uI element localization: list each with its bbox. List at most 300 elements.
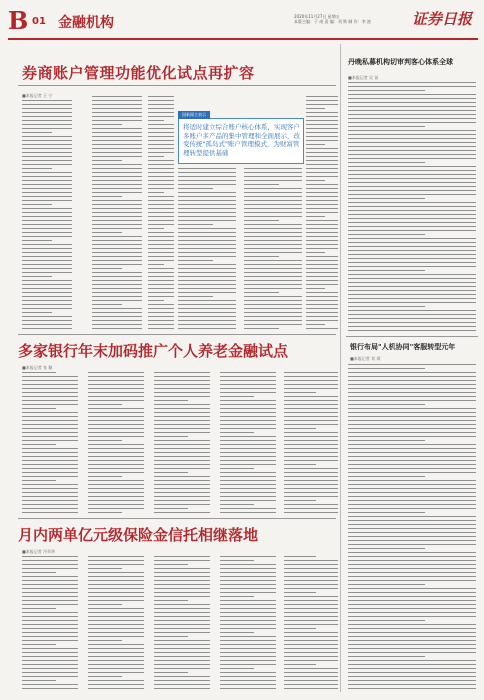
text-line [348,532,476,533]
text-line [92,152,142,153]
text-line [178,280,236,281]
text-line [22,444,56,445]
text-line [244,268,302,269]
text-line [220,588,276,589]
text-line [22,476,78,477]
text-line [22,420,78,421]
text-line [22,276,52,277]
text-line [220,668,254,669]
text-line [306,160,338,161]
text-line [92,196,122,197]
text-line [22,220,72,221]
text-line [348,372,476,373]
text-line [306,272,338,273]
text-line [92,180,142,181]
text-line [148,172,174,173]
text-line [244,260,302,261]
text-line [22,156,72,157]
text-line [306,180,325,181]
text-line [148,316,174,317]
text-line [154,464,210,465]
text-line [348,146,476,147]
text-line [220,456,276,457]
text-line [348,416,476,417]
text-line [348,664,476,665]
text-line [22,380,78,381]
text-line [154,620,210,621]
text-line [348,508,476,509]
text-line [22,408,56,409]
text-line [348,556,476,557]
text-line [244,176,302,177]
text-line [306,124,338,125]
text-line [348,488,476,489]
text-line [92,116,142,117]
text-line [88,408,144,409]
text-line [348,652,476,653]
text-line [284,560,338,561]
text-line [148,308,174,309]
date-line: 2020年11月27日 星期五 [294,14,340,19]
text-line [284,376,338,377]
text-line [148,164,174,165]
text-line [348,238,476,239]
text-line [306,164,338,165]
text-line [348,106,476,107]
text-line [348,94,476,95]
text-line [220,388,276,389]
text-line [92,96,142,97]
text-line [348,448,476,449]
text-line [348,628,476,629]
text-line [154,648,210,649]
text-line [220,660,276,661]
text-line [88,660,144,661]
text-column [284,556,338,694]
paper-logo: 证券日报 [411,10,472,28]
third-headline: 月内两单亿元级保险金信托相继落地 [18,526,259,544]
text-line [348,544,476,545]
text-line [306,264,338,265]
text-line [154,600,188,601]
text-line [220,508,276,509]
text-line [148,120,164,121]
text-line [88,392,144,393]
text-line [92,132,142,133]
text-line [284,452,338,453]
text-line [348,432,476,433]
text-line [284,576,338,577]
text-line [284,388,338,389]
text-line [88,480,144,481]
text-line [348,600,476,601]
text-line [178,316,236,317]
text-line [220,584,276,585]
text-line [348,138,476,139]
right-byline-2: ■本报记者 刘 琪 [350,356,381,361]
text-line [92,260,142,261]
text-line [178,196,236,197]
text-line [22,412,78,413]
text-line [220,472,276,473]
text-line [284,632,338,633]
text-line [22,264,72,265]
text-line [306,328,338,329]
text-line [284,644,338,645]
text-line [284,648,338,649]
text-line [178,300,236,301]
text-line [92,296,142,297]
text-line [92,272,142,273]
text-line [22,200,72,201]
text-line [348,270,425,271]
text-line [244,196,302,197]
text-line [306,252,325,253]
text-line [88,584,144,585]
text-line [92,324,142,325]
text-line [306,320,338,321]
text-line [348,258,476,259]
main-headline: 券商账户管理功能优化试点再扩容 [22,64,255,82]
text-line [88,492,144,493]
text-line [22,484,78,485]
text-line [22,384,78,385]
text-line [92,136,142,137]
text-line [348,278,476,279]
text-line [92,236,142,237]
text-line [284,608,338,609]
text-line [92,216,142,217]
text-line [148,192,164,193]
text-line [348,218,476,219]
text-line [244,276,302,277]
text-line [348,162,425,163]
text-line [348,468,476,469]
text-line [178,272,236,273]
text-line [348,242,476,243]
text-line [92,184,142,185]
text-line [88,508,144,509]
text-line [244,224,302,225]
text-line [220,452,276,453]
text-column [148,96,174,332]
text-line [154,440,210,441]
text-line [284,572,338,573]
text-line [348,496,476,497]
text-line [220,684,276,685]
text-line [148,100,174,101]
text-line [154,660,210,661]
text-line [148,160,174,161]
text-line [92,200,142,201]
text-line [348,644,476,645]
text-line [148,96,174,97]
text-line [148,148,174,149]
text-line [348,86,476,87]
text-line [284,612,338,613]
text-line [348,576,476,577]
text-line [284,592,316,593]
text-line [88,676,122,677]
text-line [306,132,338,133]
text-line [148,204,174,205]
text-line [154,384,210,385]
text-line [306,316,338,317]
text-line [22,600,78,601]
text-line [148,152,174,153]
text-line [306,312,338,313]
text-line [284,468,338,469]
text-line [22,576,78,577]
text-line [348,114,476,115]
text-line [92,112,142,113]
text-line [348,564,476,565]
text-line [178,308,236,309]
text-line [244,256,279,257]
text-line [22,488,78,489]
text-line [22,604,78,605]
text-line [284,676,338,677]
text-line [348,612,476,613]
text-line [148,260,174,261]
text-line [348,368,425,369]
text-line [244,300,302,301]
text-line [244,320,302,321]
text-line [178,256,236,257]
text-line [88,380,144,381]
text-line [88,420,144,421]
text-line [306,168,338,169]
text-line [348,254,476,255]
text-line [220,624,276,625]
text-line [88,556,144,557]
text-line [92,220,142,221]
text-line [306,128,338,129]
text-line [348,512,425,513]
text-line [88,412,144,413]
text-line [22,424,78,425]
text-line [22,308,72,309]
text-line [284,628,316,629]
section-number: 01 [32,16,46,27]
text-line [178,192,236,193]
text-line [348,274,476,275]
text-line [148,108,174,109]
text-line [22,128,72,129]
divider [346,336,478,337]
text-line [348,384,476,385]
text-line [220,420,276,421]
text-line [22,260,72,261]
text-line [88,612,144,613]
text-line [88,620,144,621]
text-line [88,476,122,477]
text-line [306,248,338,249]
text-line [22,120,72,121]
text-line [284,444,338,445]
text-line [348,194,476,195]
text-line [306,288,325,289]
text-line [220,596,254,597]
text-line [154,664,210,665]
text-line [22,464,78,465]
text-line [220,672,276,673]
text-line [178,252,236,253]
text-line [348,408,476,409]
text-line [220,416,276,417]
section-letter: B [8,6,29,35]
text-line [148,268,174,269]
divider [18,85,336,86]
text-line [154,676,210,677]
text-line [220,476,276,477]
text-line [92,104,142,105]
text-line [284,616,338,617]
text-line [348,476,425,477]
text-line [178,324,236,325]
text-line [88,608,144,609]
text-line [348,520,476,521]
text-line [306,224,338,225]
text-line [348,170,476,171]
text-line [178,328,236,329]
text-line [220,428,276,429]
text-line [178,284,236,285]
text-line [22,192,72,193]
text-line [154,688,210,689]
text-line [178,248,236,249]
text-line [306,144,325,145]
text-line [92,276,142,277]
header-info [294,14,371,24]
text-line [244,212,302,213]
text-line [154,556,210,557]
text-line [92,164,142,165]
text-line [178,296,213,297]
text-line [148,112,174,113]
text-line [306,200,338,201]
text-line [88,656,144,657]
text-line [148,312,174,313]
text-line [88,564,144,565]
text-column [220,556,276,694]
text-line [148,140,174,141]
text-line [348,118,476,119]
text-line [88,404,122,405]
text-line [348,314,476,315]
text-line [220,468,254,469]
text-line [22,124,72,125]
text-line [348,428,476,429]
text-line [178,268,236,269]
text-line [220,444,276,445]
text-line [88,576,144,577]
text-line [92,120,142,121]
text-line [92,316,142,317]
text-line [22,184,72,185]
text-line [154,424,210,425]
text-line [348,82,476,83]
text-column [92,96,142,332]
text-line [306,204,338,205]
text-line [154,472,188,473]
text-line [178,228,236,229]
text-line [154,372,210,373]
text-line [306,208,338,209]
text-line [22,288,72,289]
text-line [22,504,78,505]
text-line [348,584,425,585]
main-byline: ■本报记者 王 宁 [22,93,53,98]
second-headline: 多家银行年末加码推广个人养老金融试点 [18,342,289,360]
text-line [22,196,72,197]
text-line [284,684,338,685]
text-line [244,208,302,209]
text-line [244,248,302,249]
text-line [148,256,174,257]
text-line [22,304,72,305]
text-line [348,122,476,123]
text-line [348,150,476,151]
text-line [244,204,302,205]
text-line [92,204,142,205]
text-line [348,460,476,461]
divider [18,518,336,519]
text-line [22,300,72,301]
text-line [22,212,72,213]
text-line [154,636,188,637]
text-line [178,276,236,277]
text-line [154,404,210,405]
text-line [88,680,144,681]
text-line [22,660,78,661]
text-line [220,616,276,617]
text-line [148,176,174,177]
text-line [220,448,276,449]
text-line [348,222,476,223]
text-line [154,388,210,389]
text-line [88,496,144,497]
text-line [244,184,279,185]
text-line [88,644,144,645]
text-line [22,596,78,597]
text-line [92,148,142,149]
text-line [148,144,174,145]
text-line [154,512,210,513]
text-line [244,304,302,305]
text-line [284,508,338,509]
text-line [154,504,210,505]
text-line [284,656,338,657]
text-line [178,232,236,233]
text-line [22,272,72,273]
text-line [148,252,174,253]
text-line [22,644,56,645]
text-line [148,220,174,221]
text-line [348,310,476,311]
text-line [220,564,276,565]
text-line [92,312,142,313]
text-line [284,456,338,457]
text-line [92,240,142,241]
text-line [22,244,72,245]
text-line [348,660,476,661]
text-line [88,588,144,589]
text-line [22,656,78,657]
header-rule [8,38,478,40]
text-line [244,308,302,309]
text-line [92,300,142,301]
